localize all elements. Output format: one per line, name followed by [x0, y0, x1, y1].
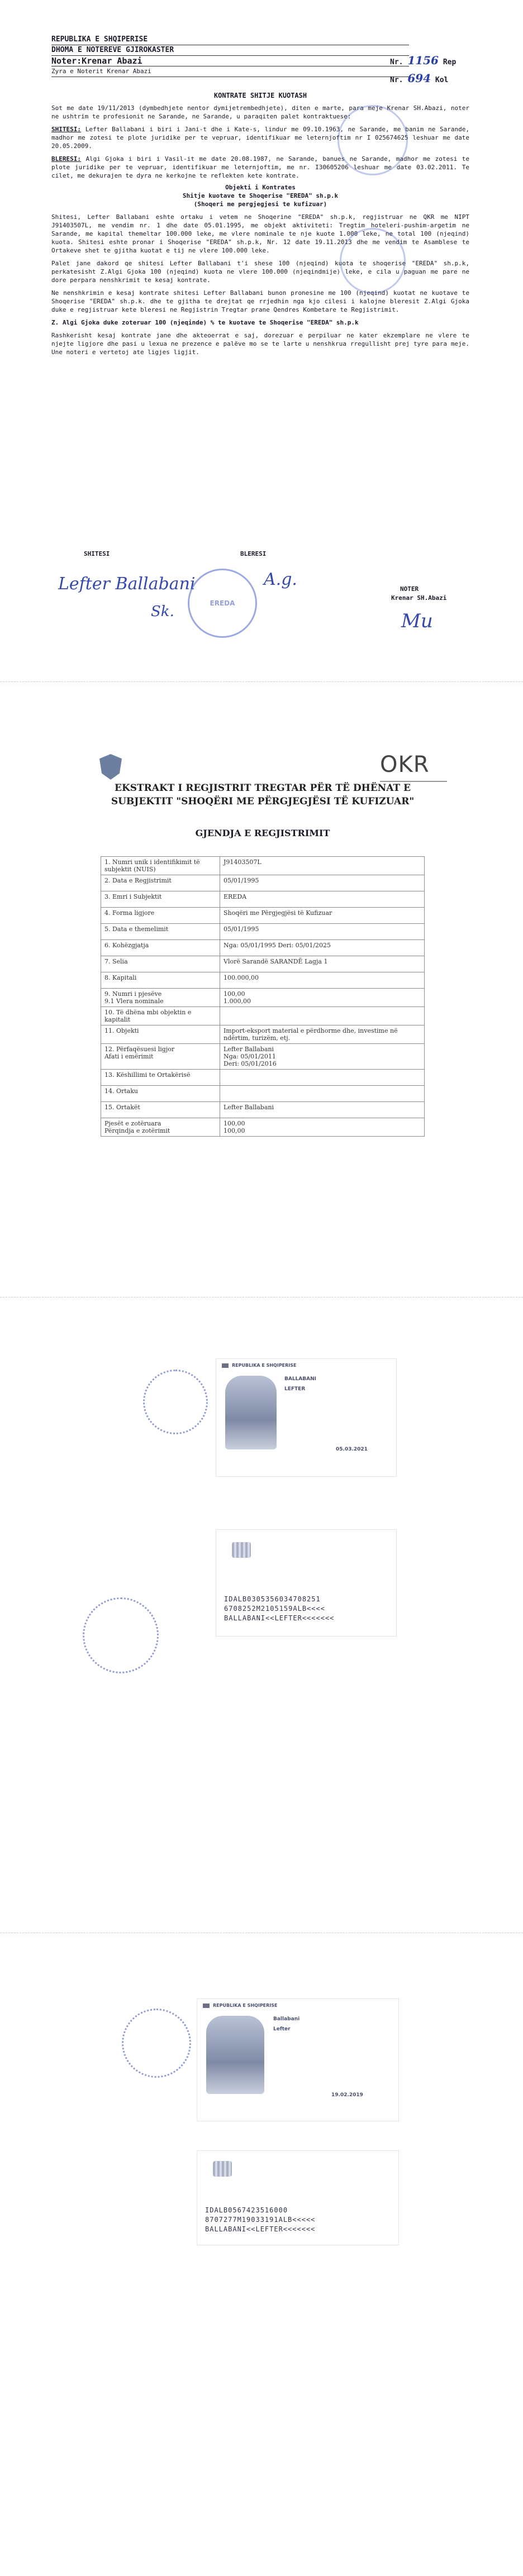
registry-row [101, 1102, 425, 1118]
nr-kol-suffix: Kol [435, 76, 449, 84]
registry-label: Pjesët e zotëruara Përqindja e zotërimit [101, 1118, 220, 1137]
registry-label: 9. Numri i pjesëve 9.1 Vlera nominale [101, 989, 220, 1007]
registry-row [101, 1044, 425, 1070]
registry-label: 10. Të dhëna mbi objektin e kapitalit [101, 1007, 220, 1025]
registry-value: Nga: 05/01/1995 Deri: 05/01/2025 [220, 940, 425, 956]
id2-expiry: 19.02.2019 [331, 2092, 363, 2098]
okr-logo [380, 752, 430, 777]
id1-mrz-3: BALLABANI<<LEFTER<<<<<<< [224, 1614, 335, 1622]
registry-value: Shoqëri me Përgjegjësi të Kufizuar [220, 908, 425, 924]
id-card-back-2 [197, 2150, 399, 2245]
registry-value [220, 1007, 425, 1025]
buyer-lead: BLERESI: [51, 155, 81, 163]
okr-brand-text: OKR [380, 752, 430, 777]
id-card-back-1 [216, 1529, 397, 1637]
org-line-2: DHOMA E NOTEREVE GJIROKASTER [51, 45, 409, 56]
chip-icon [232, 1542, 251, 1558]
flag-icon [222, 1363, 229, 1368]
registry-value: 05/01/1995 [220, 924, 425, 940]
seller-lead: SHITESI: [51, 126, 81, 133]
id2-name: Lefter [273, 2026, 291, 2032]
registry-label: 5. Data e themelimit [101, 924, 220, 940]
address-line: Zyra e Noterit Krenar Abazi [51, 66, 409, 77]
flag-icon-2 [203, 2003, 210, 2008]
id2-photo [206, 2016, 264, 2094]
contract-para-7: Z. Algi Gjoka duke zoteruar 100 (njeqinde) % te kuotave te Shoqerise "EREDA" sh.p.k [51, 319, 359, 326]
registry-label: 8. Kapitali [101, 972, 220, 989]
contract-title: KONTRATE SHITJE KUOTASH [213, 92, 307, 99]
registry-label: 4. Forma ligjore [101, 908, 220, 924]
contract-para-6 [51, 289, 469, 314]
registry-row [101, 956, 425, 972]
nr-kol [390, 71, 448, 85]
id2-mrz-2: 8707277M19033191ALB<<<<< [205, 2216, 316, 2224]
registry-row [101, 908, 425, 924]
registry-row [101, 1007, 425, 1025]
registry-row [101, 1118, 425, 1137]
para6-lead: Ne nenshkrimin e kesaj kontrate shitesi [51, 289, 199, 297]
registry-label: 12. Përfaqësuesi ligjor Afati i emërimit [101, 1044, 220, 1070]
registry-row [101, 1086, 425, 1102]
page-separator-2 [0, 1297, 523, 1301]
id-copy-page-1 [0, 1301, 523, 1927]
contract-para-4: Shitesi, Lefter Ballabani eshte ortaku i vetem ne Shoqerine "EREDA" sh.p.k, regjistruar ne QKR me NIPT J91403507L, me vendim nr. 1 dhe date 05.01.1995, me objekt aktiviteti: Tregtim hoteleri-pushim-argetim ne Sarande, me kapital themeltar 100.000 leke, me vlere nominale te nje kuote 1.000 leke, ne total 100 (njeqind) kuota. Shitesi eshte pronar i Shoqerise "EREDA" sh.p.k, Nr. 12 date 19.11.2013 dhe me vendim te Asamblese te Ortakeve shet te gjitha kuotat e tij ne vlere 100.000 leke. [51, 213, 469, 254]
id1-surname: BALLABANI [284, 1376, 316, 1382]
label-seller: SHITESI [84, 550, 110, 557]
buyer-details: Algi Gjoka i biri i Vasil-it me date 20.08.1987, ne Sarande, banues ne Sarande, madhor me zotesi te plote juridike per te vepruar, identifikuar me leternjoftim, me nr. I30605206 leshuar me date 03.02.2011. Te cilet, me dekurajen te dyra ne kerkojne te reflekten kete kontrate. [51, 155, 470, 179]
buyer-paragraph [51, 155, 469, 180]
registry-value [220, 1086, 425, 1102]
seller-details: Lefter Ballabani i biri i Jani-t dhe i Kate-s, lindur me 09.10.1963, ne Sarande, me banim ne Sarande, madhor me zotesi te plote juridike per te vepruar, identifikuar me leternjoftim nr I 025674625 leshuar me date 20.05.2009. [51, 126, 469, 150]
registry-label: 3. Emri i Subjektit [101, 891, 220, 908]
registry-value [220, 1070, 425, 1086]
id-card-front-1 [216, 1358, 397, 1477]
registry-row [101, 924, 425, 940]
nr-rep-suffix: Rep [443, 58, 457, 66]
registry-value: Vlorë Sarandë SARANDË Lagja 1 [220, 956, 425, 972]
registry-row [101, 989, 425, 1007]
nr-rep-value: 1156 [407, 54, 439, 67]
registry-value: EREDA [220, 891, 425, 908]
id1-expiry: 05.03.2021 [336, 1447, 368, 1452]
saranda-stamp-1 [143, 1370, 208, 1434]
registry-label: 6. Kohëzgjatja [101, 940, 220, 956]
id-copy-page-2 [0, 1938, 523, 2576]
id1-mrz-2: 6708252M2105159ALB<<<< [224, 1605, 325, 1613]
nr-rep [390, 54, 456, 67]
page-separator [0, 681, 523, 685]
label-buyer: BLERESI [240, 550, 267, 557]
registry-value: Lefter Ballabani Nga: 05/01/2011 Deri: 05/01/2016 [220, 1044, 425, 1070]
registry-row [101, 857, 425, 875]
object-sub-1: Shitje kuotave te Shoqerise "EREDA" sh.p.k [182, 192, 339, 199]
id2-mrz-1: IDALB0567423516000 [205, 2206, 288, 2214]
id2-header: REPUBLIKA E SHQIPERISE [213, 2003, 278, 2008]
registry-value: 100.000,00 [220, 972, 425, 989]
company-stamp [188, 569, 257, 638]
id2-mrz-3: BALLABANI<<LEFTER<<<<<<< [205, 2225, 316, 2233]
notary-stamp-mid [340, 228, 406, 294]
registry-label: 7. Selia [101, 956, 220, 972]
registry-value: 100,00 1.000,00 [220, 989, 425, 1007]
saranda-stamp-3 [122, 2009, 191, 2078]
contract-intro: Sot me date 19/11/2013 (dymbedhjete nentor dymijetrembedhjete), diten e marte, para meje Krenar SH.Abazi, noter ne ushtrim te profesionit ne Sarande, ne Sarande, u paraqiten palet kontraktuese: [51, 104, 469, 120]
para6-body: Lefter Ballabani bunon pronesine me 100 (njeqind) kuotat ne kuotave te Shoqerise "EREDA" sh.p.k. dhe te gjitha te drejtat qe rrjedhin nga kjo cilesi i kalojne bleresit Z.Algi Gjoka duke e regjistruar kete bleresi ne Regjistrin Tregtar prane Qendres Kombetare te Regjistrimit. [51, 289, 469, 313]
registry-row [101, 891, 425, 908]
seller-signature: Lefter Ballabani [58, 574, 196, 594]
contract-page [0, 0, 523, 665]
nr-kol-value: 694 [407, 71, 431, 85]
registry-label: 14. Ortaku [101, 1086, 220, 1102]
chip-icon-2 [213, 2161, 232, 2177]
registry-body [101, 857, 425, 1137]
registry-table [101, 856, 425, 1137]
registry-label: 11. Objekti [101, 1025, 220, 1044]
contract-para-8: Rashkerisht kesaj kontrate jane dhe akteoerrat e saj, dorezuar e perpiluar ne kater ekzemplare ne vlere te njejte ligjore dhe pasi u lexua ne prezence e palëve mo se te larte u nenshkrua rregullisht prej tyre para meje. Une noteri e vertetoj ate ligjes ligjit. [51, 332, 469, 356]
seller-initials: Sk. [151, 603, 174, 620]
contract-body [51, 35, 469, 356]
notary-signature: Mu [401, 610, 433, 632]
extract-page [0, 698, 523, 1290]
notary-name: Krenar SH.Abazi [391, 594, 447, 602]
registry-row [101, 940, 425, 956]
registry-label: 1. Numri unik i identifikimit të subjektit (NUIS) [101, 857, 220, 875]
notary-line: Noter:Krenar Abazi [51, 56, 409, 66]
registry-row [101, 1070, 425, 1086]
registry-value: Import-eksport material e përdhorme dhe, investime në ndërtim, turizëm, etj. [220, 1025, 425, 1044]
id1-name: LEFTER [284, 1386, 306, 1392]
saranda-stamp-2 [83, 1597, 159, 1673]
object-heading: Objekti i Kontrates [225, 184, 296, 191]
label-notary: NOTER [400, 585, 419, 593]
object-sub-2: (Shoqeri me pergjegjesi te kufizuar) [193, 201, 327, 208]
nr-rep-label: Nr. [390, 58, 403, 66]
registry-value: 05/01/1995 [220, 875, 425, 891]
id2-surname: Ballabani [273, 2016, 300, 2022]
registry-label: 15. Ortakët [101, 1102, 220, 1118]
extract-title-2: SUBJEKTIT "SHOQËRI ME PËRGJEGJËSI TË KUFIZUAR" [111, 796, 415, 807]
id-card-front-2 [197, 1998, 399, 2121]
registry-value: Lefter Ballabani [220, 1102, 425, 1118]
contract-para-5: Palet jane dakord qe shitesi Lefter Ballabani t'i shese 100 (njeqind) kuota te shoqerise "EREDA" sh.p.k, perkatesisht Z.Algi Gjoka 100 (njeqind) kuota ne vlere 100.000 (njeqindmije) leke, e cila u paguan me pare ne dore perpara nenshkrimit te kesaj kontrate. [51, 260, 469, 284]
org-line-1: REPUBLIKA E SHQIPERISE [51, 35, 409, 45]
registry-label: 13. Këshillimi te Ortakërisë [101, 1070, 220, 1086]
buyer-signature: A.g. [264, 570, 297, 589]
registration-status-heading: GJENDJA E REGJISTRIMIT [195, 828, 330, 838]
stamp-text: EREDA [210, 599, 235, 607]
registry-row [101, 972, 425, 989]
id1-header: REPUBLIKA E SHQIPERISE [232, 1363, 297, 1368]
registry-row [101, 875, 425, 891]
id1-mrz-1: IDALB0305356034708251 [224, 1595, 321, 1603]
id1-photo [225, 1376, 277, 1449]
page-separator-3 [0, 1933, 523, 1936]
albania-emblem-icon [99, 754, 122, 780]
notary-stamp-top [337, 105, 408, 175]
registry-value: 100,00 100,00 [220, 1118, 425, 1137]
registry-label: 2. Data e Regjistrimit [101, 875, 220, 891]
nr-kol-label: Nr. [390, 76, 403, 84]
registry-row [101, 1025, 425, 1044]
registry-value: J91403507L [220, 857, 425, 875]
extract-title-1: EKSTRAKT I REGJISTRIT TREGTAR PËR TË DHËNAT E [115, 783, 411, 794]
